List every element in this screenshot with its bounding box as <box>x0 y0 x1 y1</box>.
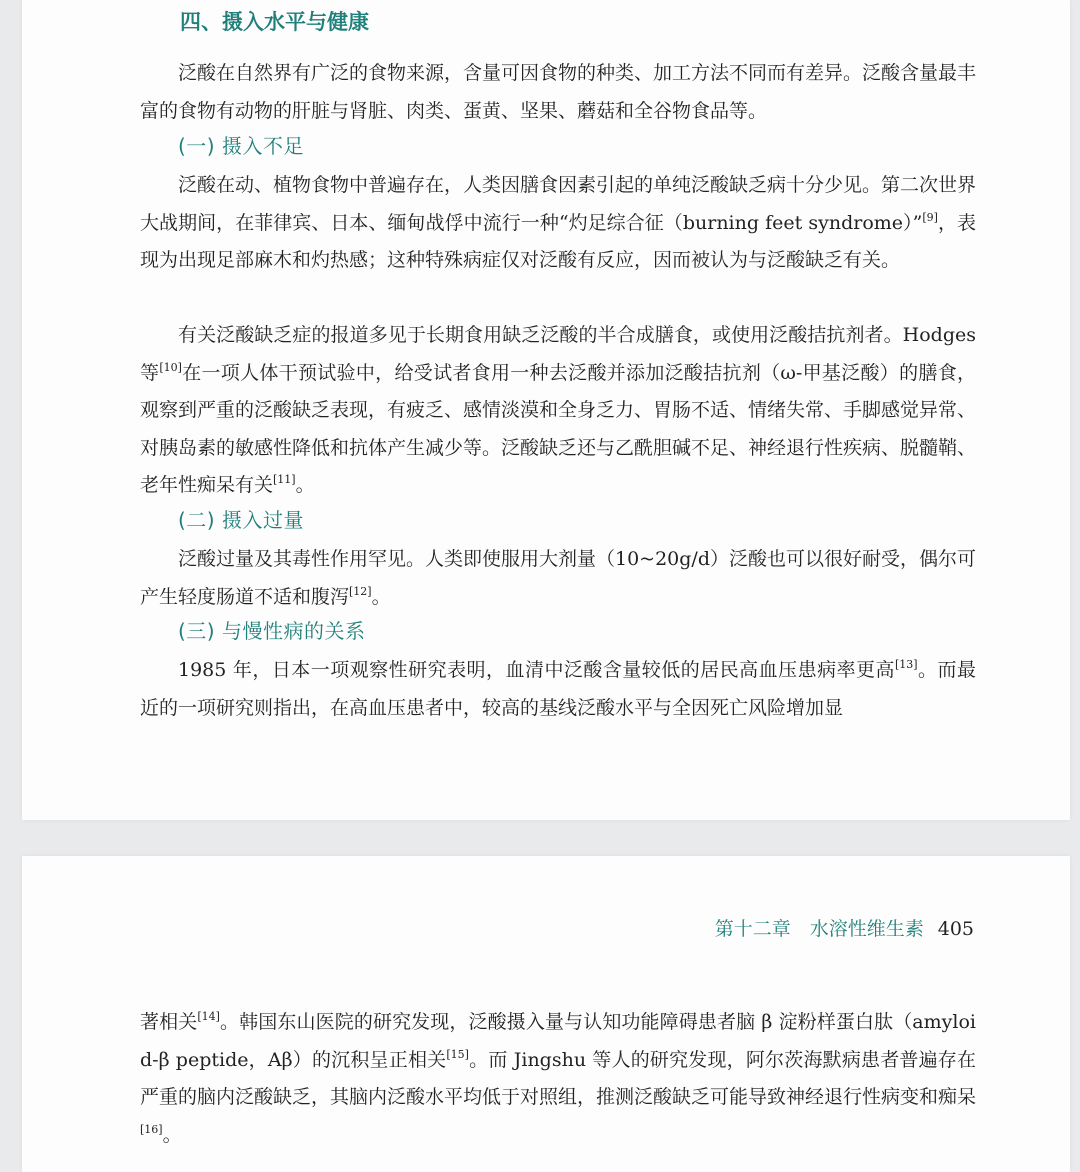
paragraph-deficiency-symptoms: 有关泛酸缺乏症的报道多见于长期食用缺乏泛酸的半合成膳食，或使用泛酸拮抗剂者。Hodges 等[10]在一项人体干预试验中，给受试者食用一种去泛酸并添加泛酸拮抗剂（ω-甲基泛酸）的膳食，观察到严重的泛酸缺乏表现，有疲乏、感情淡漠和全身乏力、胃肠不适、情绪失常、手脚感觉异常、对胰岛素的敏感性降低和抗体产生减少等。泛酸缺乏还与乙酰胆碱不足、神经退行性疾病、脱髓鞘、老年性痴呆有关[11]。 <box>140 324 977 496</box>
book-page-top <box>22 0 1070 820</box>
running-header <box>715 914 974 941</box>
page-number: 405 <box>937 918 974 940</box>
citation-10: [10] <box>159 360 182 374</box>
citation-11: [11] <box>273 473 296 486</box>
chapter-title: 第十二章 水溶性维生素 <box>714 918 924 940</box>
paragraph-excess: 泛酸过量及其毒性作用罕见。人类即使服用大剂量（10~20g/d）泛酸也可以很好耐受，偶尔可产生轻度肠道不适和腹泻[12]。 <box>140 548 977 608</box>
subsection-title-insufficient: (一) 摄入不足 <box>178 134 304 158</box>
citation-15: [15] <box>446 1047 469 1061</box>
paragraph-chronic-disease: 1985 年，日本一项观察性研究表明，血清中泛酸含量较低的居民高血压患病率更高[13]。而最近的一项研究则指出，在高血压患者中，较高的基线泛酸水平与全因死亡风险增加显 <box>140 658 976 719</box>
citation-9: [9] <box>922 210 938 224</box>
subsection-title-excess: (二) 摄入过量 <box>178 508 304 532</box>
citation-16: [16] <box>140 1122 163 1136</box>
book-page-bottom <box>22 856 1070 1172</box>
citation-13: [13] <box>894 658 918 671</box>
citation-14: [14] <box>197 1010 220 1023</box>
section-title: 四、摄入水平与健康 <box>180 10 369 34</box>
paragraph-deficiency-history: 泛酸在动、植物食物中普遍存在，人类因膳食因素引起的单纯泛酸缺乏病十分少见。第二次世界大战期间，在菲律宾、日本、缅甸战俘中流行一种“灼足综合征（burning feet syndrome）”[9]，表现为出现足部麻木和灼热感；这种特殊病症仅对泛酸有反应，因而被认为与泛酸缺乏有关。 <box>140 174 977 271</box>
paragraph-continued: 著相关[14]。韩国东山医院的研究发现，泛酸摄入量与认知功能障碍患者脑 β 淀粉样蛋白肽（amyloid-β peptide，Aβ）的沉积呈正相关[15]。而 Jingshu 等人的研究发现，阿尔茨海默病患者普遍存在严重的脑内泛酸缺乏，其脑内泛酸水平均低于对照组，推测泛酸缺乏可能导致神经退行性病变和痴呆[16]。 <box>140 1010 977 1146</box>
subsection-title-chronic-disease: (三) 与慢性病的关系 <box>178 619 366 643</box>
intro-paragraph: 泛酸在自然界有广泛的食物来源，含量可因食物的种类、加工方法不同而有差异。泛酸含量最丰富的食物有动物的肝脏与肾脏、肉类、蛋黄、坚果、蘑菇和全谷物食品等。 <box>140 62 977 122</box>
citation-12: [12] <box>349 584 372 598</box>
